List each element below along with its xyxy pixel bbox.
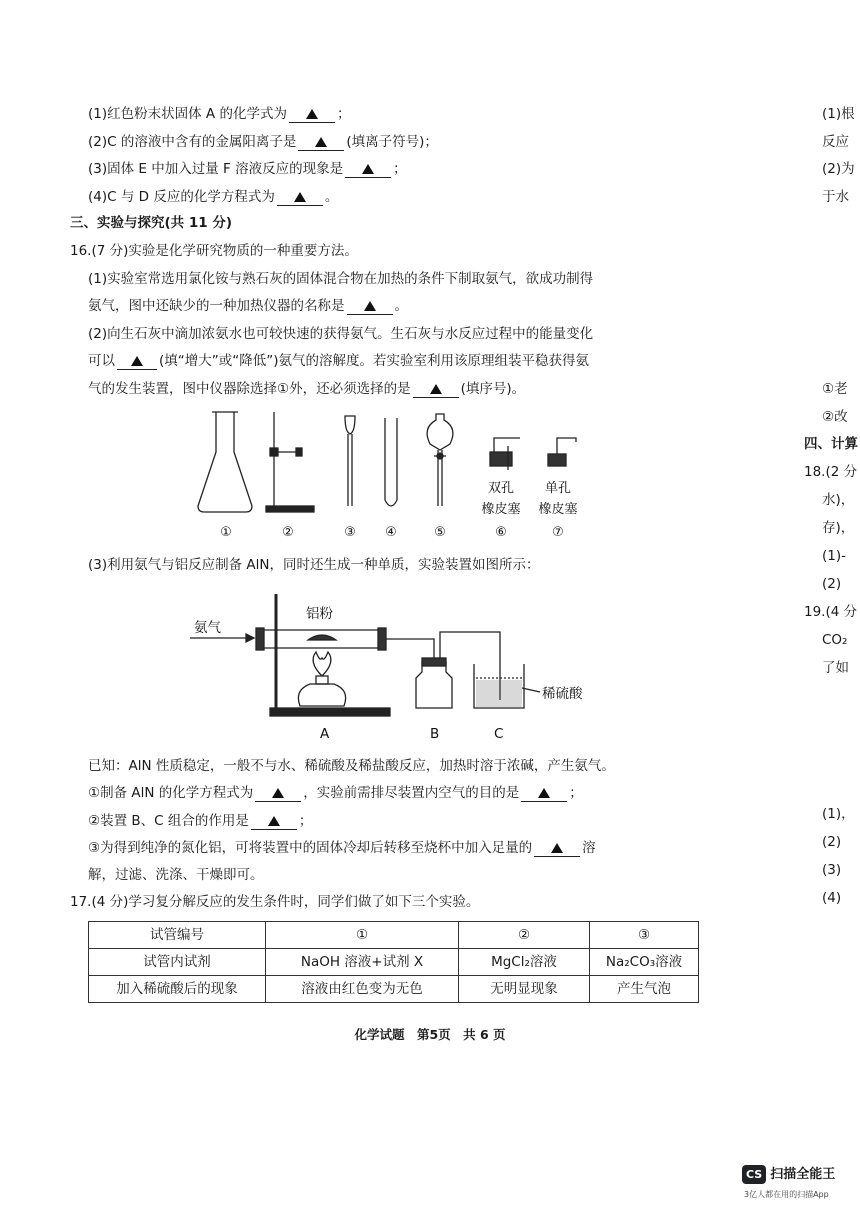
label-c: C [494,726,504,742]
margin-text: (4) [822,890,842,906]
aluminum-powder [308,635,336,640]
answer-blank[interactable] [534,840,580,857]
margin-text: (2) [822,834,842,850]
table-cell: 溶液由红色变为无色 [266,976,459,1003]
alcohol-lamp [298,684,345,706]
q16-s3b: 解，过滤、洗涤、干燥即可。 [88,867,264,883]
label-3: ③ [344,525,356,540]
conical-flask [198,412,252,512]
triangle-icon [268,816,280,826]
q15-line-1: (1)红色粉末状固体 A 的化学式为 ； [88,106,351,122]
scanner-tagline: 3亿人都在用的扫描App [744,1190,829,1199]
flame-icon [313,652,331,676]
table-row [89,922,699,949]
triangle-icon [131,356,143,366]
triangle-icon [306,109,318,119]
answer-blank[interactable] [277,189,323,206]
label-6b: 橡皮塞 [481,502,521,517]
one-hole-stopper [548,438,576,466]
margin-text: (2)为 [822,161,855,177]
table-row [89,976,699,1003]
answer-blank[interactable] [117,353,157,370]
triangle-icon [551,843,563,853]
margin-text: 水)， [822,492,855,508]
triangle-icon [364,301,376,311]
q16-p2-line1: (2)向生石灰中滴加浓氨水也可较快速的获得氨气。生石灰与水反应过程中的能量变化 [88,326,594,342]
margin-text: ②改 [822,409,848,425]
separatory-funnel [427,414,453,506]
q16-p1-line2: 氨气，图中还缺少的一种加热仪器的名称是 。 [88,298,408,314]
long-neck-funnel [345,416,355,506]
table-cell: MgCl₂溶液 [459,949,590,976]
q16-p2-line2: 可以 (填“增大”或“降低”)氨气的溶解度。若实验室利用该原理组装平稳获得氨 [88,353,590,369]
q15-line-2: (2)C 的溶液中含有的金属阳离子是 (填离子符号)； [88,134,438,150]
label-5: ⑤ [434,525,446,540]
q16-p1-line1: (1)实验室常选用氯化铵与熟石灰的固体混合物在加热的条件下制取氨气，欲成功制得 [88,271,594,287]
triangle-icon [272,788,284,798]
triangle-icon [294,192,306,202]
test-tube [385,418,397,506]
table-cell: 试管内试剂 [89,949,266,976]
table-cell: ② [459,922,590,949]
triangle-icon [538,788,550,798]
label-a: A [320,726,330,742]
q15-line-3: (3)固体 E 中加入过量 F 溶液反应的现象是 ； [88,161,407,177]
q16-s2: ②装置 B、C 组合的作用是 ； [88,813,313,829]
q16-s3a: ③为得到纯净的氮化铝，可将装置中的固体冷却后转移至烧杯中加入足量的 溶 [88,840,596,856]
apparatus-figure [190,580,600,745]
table-cell: 试管编号 [89,922,266,949]
table-cell: ③ [590,922,699,949]
scanner-logo: CS 扫描全能王 [742,1165,835,1184]
table-cell: 加入稀硫酸后的现象 [89,976,266,1003]
table-row [89,949,699,976]
label-4: ④ [385,525,397,540]
q16-s1: ①制备 AlN 的化学方程式为 ，实验前需排尽装置内空气的目的是 ； [88,785,583,801]
table-cell: 产生气泡 [590,976,699,1003]
label-6: ⑥ [495,525,507,540]
answer-blank[interactable] [255,785,301,802]
q17-title: 17.(4 分)学习复分解反应的发生条件时，同学们做了如下三个实验。 [70,894,480,910]
q16-p2-line3: 气的发生装置，图中仪器除选择①外，还必须选择的是 (填序号)。 [88,381,526,397]
answer-blank[interactable] [298,134,344,151]
triangle-icon [362,164,374,174]
table-cell: Na₂CO₃溶液 [590,949,699,976]
page-footer: 化学试题 第5页 共 6 页 [354,1027,506,1042]
label-2: ② [282,525,294,540]
label-7: ⑦ [552,525,564,540]
experiment-table [88,921,699,1003]
answer-blank[interactable] [521,785,567,802]
section-heading: 三、实验与探究(共 11 分) [70,215,233,231]
answer-blank[interactable] [347,298,393,315]
triangle-icon [315,137,327,147]
margin-text: (1)根 [822,106,855,122]
q15-line-4: (4)C 与 D 反应的化学方程式为 。 [88,189,339,205]
table-cell: NaOH 溶液+试剂 X [266,949,459,976]
label-1: ① [220,525,232,540]
margin-text: (1)， [822,806,855,822]
margin-text: (2) [822,576,842,592]
margin-text: 19.(4 分 [804,604,858,620]
answer-blank[interactable] [413,381,459,398]
margin-text: CO₂ [822,632,848,648]
two-hole-stopper [490,438,520,470]
answer-blank[interactable] [345,161,391,178]
q16-p3: (3)利用氨气与铝反应制备 AlN，同时还生成一种单质，实验装置如图所示： [88,557,540,573]
label-b: B [430,726,440,742]
margin-text: 反应 [822,134,849,150]
triangle-icon [430,384,442,394]
bottle-b [416,662,452,708]
q16-known: 已知：AlN 性质稳定，一般不与水、稀硫酸及稀盐酸反应，加热时溶于浓碱，产生氨气。 [88,758,615,774]
margin-text: 了如 [822,660,849,676]
margin-text: 于水 [822,189,849,205]
label-aluminum: 铝粉 [306,606,333,622]
table-cell: ① [266,922,459,949]
q16-title: 16.(7 分)实验是化学研究物质的一种重要方法。 [70,243,358,259]
cs-badge-icon: CS [742,1165,766,1184]
iron-stand [266,412,314,512]
label-7a: 单孔 [544,481,572,496]
label-7b: 橡皮塞 [538,502,578,517]
margin-text: 18.(2 分 [804,464,858,480]
label-ammonia: 氨气 [194,620,221,636]
table-cell: 无明显现象 [459,976,590,1003]
margin-text: (3) [822,862,842,878]
equipment-figure [190,408,610,544]
answer-blank[interactable] [289,106,335,123]
margin-text: (1)- [822,548,846,564]
label-acid: 稀硫酸 [542,686,583,702]
margin-text: ①老 [822,381,848,397]
answer-blank[interactable] [251,813,297,830]
margin-text: 存)， [822,520,855,536]
label-6a: 双孔 [487,481,515,496]
margin-text: 四、计算 [804,436,858,452]
